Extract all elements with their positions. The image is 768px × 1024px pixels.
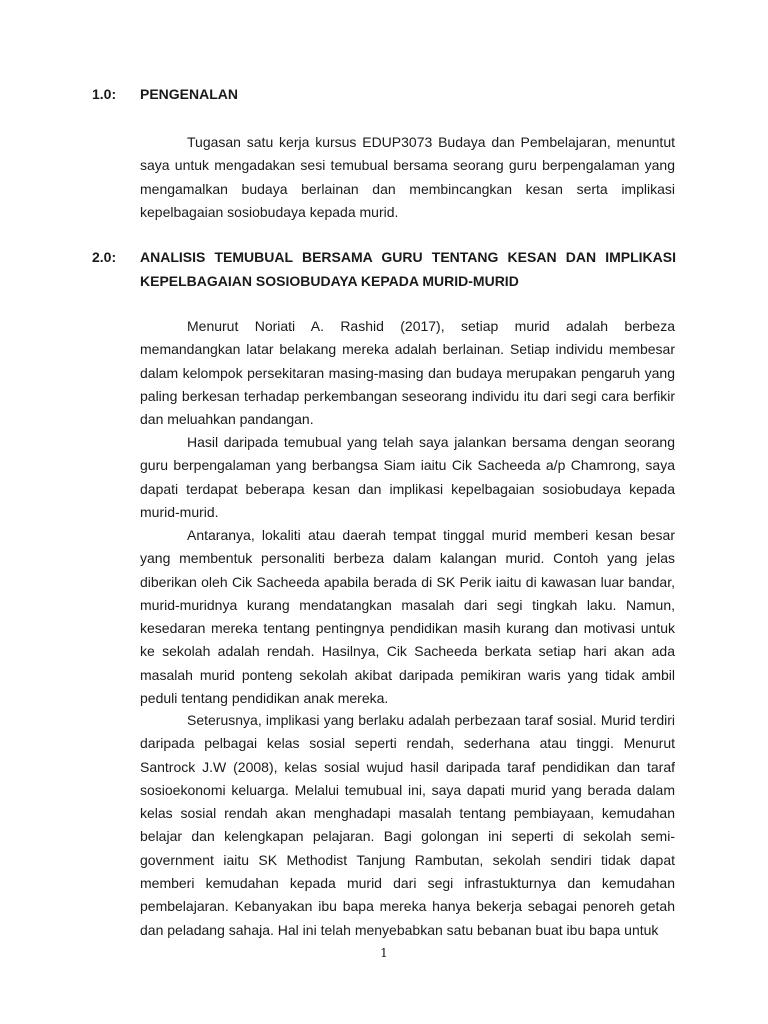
section-2-paragraph-4: Seterusnya, implikasi yang berlaku adalah perbezaan taraf sosial. Murid terdiri daripada pelbagai kelas sosial seperti rendah, sederhana atau tinggi. Menurut Santrock J.W (2008), kelas sosial wujud hasil daripada taraf pendidikan dan taraf sosioekonomi keluarga. Melalui temubual ini, saya dapati murid yang berada dalam kelas sosial rendah akan menghadapi masalah tentang pembiayaan, kemudahan belajar dan kelengkapan pelajaran. Bagi golongan ini seperti di sekolah semi-government iaitu SK Methodist Tanjung Rambutan, sekolah sendiri tidak dapat memberi kemudahan kepada murid dari segi infrastukturnya dan kemudahan pembelajaran. Kebanyakan ibu bapa mereka hanya bekerja sebagai penoreh getah dan peladang sahaja. Hal ini telah menyebabkan satu bebanan buat ibu bapa untuk bbox=[140, 712, 675, 938]
section-1-title: PENGENALAN bbox=[140, 86, 239, 102]
section-2-paragraph-1: Menurut Noriati A. Rashid (2017), setiap murid adalah berbeza memandangkan latar belakang mereka adalah berlainan. Setiap individu membesar dalam kelompok persekitaran masing-masing dan budaya merupakan pengaruh yang paling berkesan terhadap perkembangan seseorang individu itu dari segi cara berfikir dan meluahkan pandangan. bbox=[140, 318, 675, 428]
section-2-number: 2.0: bbox=[92, 249, 117, 265]
section-1-paragraph: Tugasan satu kerja kursus EDUP3073 Budaya dan Pembelajaran, menuntut saya untuk mengadakan sesi temubual bersama seorang guru berpengalaman yang mengamalkan budaya berlainan dan membincangkan kesan serta implikasi kepelbagaian sosiobudaya kepada murid. bbox=[140, 134, 675, 220]
page-number: 1 bbox=[380, 946, 388, 960]
section-2-title: ANALISIS TEMUBUAL BERSAMA GURU TENTANG KESAN DAN IMPLIKASI KEPELBAGAIAN SOSIOBUDAYA KEPADA MURID-MURID bbox=[140, 249, 676, 289]
section-1-number: 1.0: bbox=[92, 86, 117, 102]
section-2-paragraph-3: Antaranya, lokaliti atau daerah tempat tinggal murid memberi kesan besar yang membentuk personaliti berbeza dalam kalangan murid. Contoh yang jelas diberikan oleh Cik Sacheeda apabila berada di SK Perik iaitu di kawasan luar bandar, murid-muridnya kurang mendatangkan masalah dari segi tingkah laku. Namun, kesedaran mereka tentang pentingnya pendidikan masih kurang dan motivasi untuk ke sekolah adalah rendah. Hasilnya, Cik Sacheeda berkata setiap hari akan ada masalah murid ponteng sekolah akibat daripada pemikiran waris yang tidak ambil peduli tentang pendidikan anak mereka. bbox=[140, 527, 675, 707]
section-2-paragraph-2: Hasil daripada temubual yang telah saya jalankan bersama dengan seorang guru berpengalaman yang berbangsa Siam iaitu Cik Sacheeda a/p Chamrong, saya dapati terdapat beberapa kesan dan implikasi kepelbagaian sosiobudaya kepada murid-murid. bbox=[140, 434, 675, 520]
